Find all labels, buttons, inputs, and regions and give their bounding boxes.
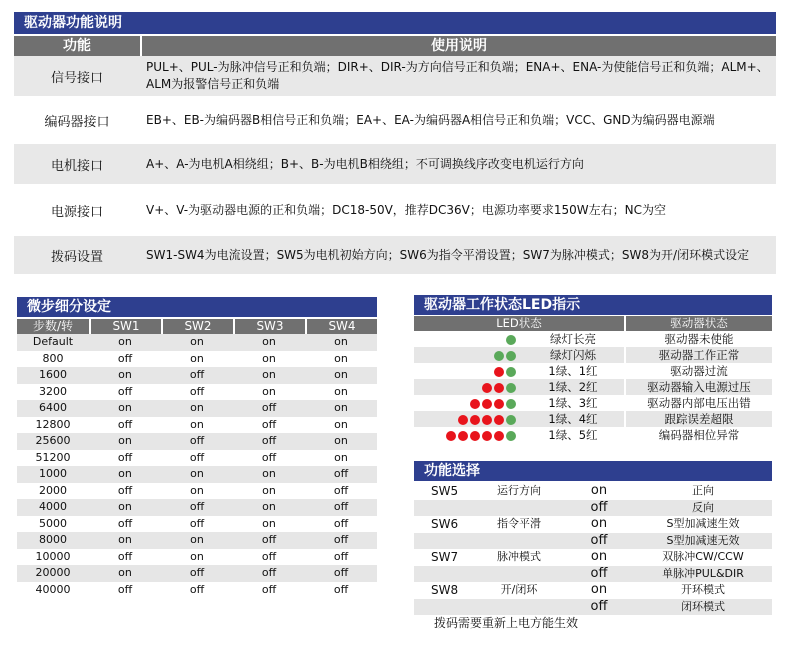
switch-cell: on bbox=[334, 417, 348, 431]
led-description: 绿灯闪烁 bbox=[522, 347, 626, 363]
switch-cell: off bbox=[261, 434, 277, 447]
row-description: EB+、EB-为编码器B相信号正和负端；EA+、EA-为编码器A相信号正和负端；VCC、GND为编码器电源端 bbox=[146, 112, 715, 127]
table-row-encoder bbox=[14, 96, 776, 144]
table-row bbox=[17, 400, 377, 417]
steps-cell: 6400 bbox=[39, 401, 67, 414]
switch-cell: on bbox=[118, 566, 132, 579]
red-led-icon bbox=[494, 399, 504, 409]
switch-cell: off bbox=[189, 582, 205, 596]
switch-value: off bbox=[590, 565, 608, 581]
red-led-icon bbox=[482, 415, 492, 425]
switch-cell: on bbox=[334, 335, 348, 348]
table-row bbox=[17, 516, 377, 533]
switch-cell: on bbox=[118, 500, 132, 513]
driver-function-title: 驱动器功能说明 bbox=[14, 12, 776, 34]
column-header-function: 功能 bbox=[14, 36, 142, 56]
switch-cell: off bbox=[117, 582, 133, 596]
switch-cell: off bbox=[117, 384, 133, 398]
switch-cell: off bbox=[189, 368, 205, 381]
red-led-icon bbox=[494, 367, 504, 377]
steps-cell: 10000 bbox=[35, 549, 71, 563]
table-row-signal bbox=[14, 56, 776, 96]
table-row bbox=[414, 379, 772, 395]
driver-state: 跟踪误差超限 bbox=[664, 412, 734, 426]
switch-cell: on bbox=[118, 401, 132, 414]
red-led-icon bbox=[470, 415, 480, 425]
row-function: 信号接口 bbox=[50, 70, 103, 86]
table-row bbox=[17, 532, 377, 549]
table-row bbox=[17, 466, 377, 483]
table-row bbox=[17, 384, 377, 401]
red-led-icon bbox=[470, 431, 480, 441]
steps-cell: 800 bbox=[42, 351, 64, 365]
row-function: 编码器接口 bbox=[44, 114, 110, 130]
switch-label: SW8 bbox=[431, 583, 459, 597]
table-header bbox=[17, 319, 377, 334]
function-select-table bbox=[414, 483, 772, 615]
row-function: 电源接口 bbox=[50, 204, 103, 220]
led-status-title: 驱动器工作状态LED指示 bbox=[414, 295, 772, 315]
driver-state: 驱动器工作正常 bbox=[658, 348, 740, 362]
row-function: 拨码设置 bbox=[50, 249, 103, 265]
table-row bbox=[414, 533, 772, 550]
function-name: 开/闭环 bbox=[500, 583, 538, 596]
switch-label bbox=[414, 566, 474, 583]
driver-state: 驱动器过流 bbox=[670, 364, 728, 378]
switch-value: on bbox=[590, 549, 608, 564]
switch-value: on bbox=[590, 483, 608, 498]
table-row bbox=[17, 565, 377, 582]
switch-cell: off bbox=[333, 500, 349, 513]
steps-cell: 51200 bbox=[35, 450, 71, 464]
green-led-icon bbox=[506, 431, 516, 441]
switch-cell: off bbox=[189, 500, 205, 513]
switch-cell: on bbox=[262, 335, 276, 348]
red-led-icon bbox=[482, 399, 492, 409]
column-header-led: LED状态 bbox=[414, 316, 626, 331]
column-header-sw4: SW4 bbox=[328, 319, 356, 333]
table-row bbox=[17, 483, 377, 500]
switch-label: SW7 bbox=[431, 550, 459, 564]
switch-label bbox=[414, 500, 474, 517]
table-row bbox=[414, 516, 772, 533]
red-led-icon bbox=[494, 415, 504, 425]
switch-cell: off bbox=[117, 516, 133, 530]
led-dots bbox=[414, 395, 522, 411]
led-description: 1绿、2红 bbox=[522, 379, 626, 395]
switch-value: on bbox=[590, 516, 608, 531]
switch-cell: off bbox=[117, 450, 133, 464]
switch-cell: on bbox=[190, 533, 204, 546]
table-row bbox=[17, 351, 377, 368]
switch-cell: off bbox=[189, 434, 205, 447]
switch-cell: off bbox=[333, 483, 349, 497]
switch-label: SW5 bbox=[431, 484, 459, 498]
switch-cell: on bbox=[334, 401, 348, 414]
switch-cell: on bbox=[262, 384, 276, 398]
steps-cell: 3200 bbox=[39, 384, 67, 398]
column-header-steps: 步数/转 bbox=[17, 319, 91, 334]
function-name: 运行方向 bbox=[497, 484, 541, 497]
red-led-icon bbox=[458, 431, 468, 441]
function-description: 开环模式 bbox=[681, 583, 725, 596]
green-led-icon bbox=[506, 351, 516, 361]
red-led-icon bbox=[482, 383, 492, 393]
table-row-motor bbox=[14, 144, 776, 184]
table-row bbox=[414, 566, 772, 583]
switch-cell: off bbox=[189, 566, 205, 579]
steps-cell: 20000 bbox=[35, 566, 71, 579]
switch-cell: off bbox=[261, 450, 277, 464]
switch-cell: off bbox=[261, 566, 277, 579]
led-status-table bbox=[414, 316, 772, 443]
driver-function-table bbox=[14, 36, 776, 274]
function-description: 双脉冲CW/CCW bbox=[662, 550, 744, 563]
row-description: SW1-SW4为电流设置；SW5为电机初始方向；SW6为指令平滑设置；SW7为脉冲模式；SW8为开/闭环模式设定 bbox=[146, 247, 750, 262]
column-header-state: 驱动器状态 bbox=[670, 316, 728, 330]
switch-label bbox=[414, 533, 474, 550]
switch-cell: off bbox=[261, 401, 277, 414]
function-description: 单脉冲PUL&DIR bbox=[662, 566, 744, 580]
column-header-sw2: SW2 bbox=[163, 319, 235, 334]
steps-cell: Default bbox=[32, 335, 74, 348]
led-dots bbox=[414, 427, 522, 443]
table-row bbox=[414, 500, 772, 517]
red-led-icon bbox=[458, 415, 468, 425]
led-description: 1绿、1红 bbox=[522, 363, 626, 379]
led-dots bbox=[414, 411, 522, 427]
microstep-table bbox=[17, 319, 377, 598]
column-header-sw3: SW3 bbox=[235, 319, 307, 334]
steps-cell: 5000 bbox=[39, 516, 67, 530]
switch-cell: off bbox=[189, 516, 205, 530]
function-name bbox=[474, 500, 564, 517]
steps-cell: 1600 bbox=[39, 368, 67, 381]
switch-cell: on bbox=[262, 351, 276, 365]
led-description: 1绿、5红 bbox=[522, 427, 626, 443]
green-led-icon bbox=[506, 415, 516, 425]
switch-cell: on bbox=[334, 351, 348, 365]
switch-cell: on bbox=[262, 467, 276, 480]
table-row bbox=[17, 499, 377, 516]
switch-cell: off bbox=[333, 516, 349, 530]
function-name: 指令平滑 bbox=[497, 517, 541, 530]
table-row bbox=[17, 582, 377, 599]
column-header-usage: 使用说明 bbox=[431, 38, 487, 54]
driver-state: 驱动器内部电压出错 bbox=[647, 396, 751, 410]
switch-cell: on bbox=[190, 549, 204, 563]
table-row bbox=[17, 334, 377, 351]
green-led-icon bbox=[506, 383, 516, 393]
driver-state: 编码器相位异常 bbox=[658, 428, 740, 442]
table-row bbox=[414, 483, 772, 500]
table-row bbox=[414, 411, 772, 427]
table-row bbox=[17, 433, 377, 450]
table-header bbox=[14, 36, 776, 56]
switch-cell: on bbox=[262, 483, 276, 497]
steps-cell: 4000 bbox=[39, 500, 67, 513]
led-dots bbox=[414, 331, 522, 347]
function-name bbox=[474, 599, 564, 616]
switch-cell: on bbox=[190, 483, 204, 497]
switch-cell: on bbox=[118, 335, 132, 348]
switch-cell: on bbox=[334, 450, 348, 464]
switch-cell: on bbox=[190, 417, 204, 431]
switch-cell: on bbox=[190, 401, 204, 414]
green-led-icon bbox=[506, 335, 516, 345]
table-row bbox=[17, 450, 377, 467]
switch-cell: off bbox=[261, 417, 277, 431]
microstep-title: 微步细分设定 bbox=[17, 297, 377, 317]
steps-cell: 1000 bbox=[39, 467, 67, 480]
led-description: 1绿、3红 bbox=[522, 395, 626, 411]
switch-cell: off bbox=[333, 566, 349, 579]
steps-cell: 2000 bbox=[39, 483, 67, 497]
switch-label bbox=[414, 599, 474, 616]
row-description: V+、V-为驱动器电源的正和负端；DC18-50V，推荐DC36V；电源功率要求150W左右；NC为空 bbox=[146, 202, 667, 217]
switch-cell: off bbox=[117, 417, 133, 431]
switch-cell: off bbox=[117, 549, 133, 563]
switch-cell: off bbox=[261, 549, 277, 563]
table-row bbox=[17, 549, 377, 566]
switch-cell: on bbox=[334, 384, 348, 398]
switch-cell: on bbox=[334, 368, 348, 381]
switch-label: SW6 bbox=[431, 517, 459, 531]
switch-cell: on bbox=[334, 434, 348, 447]
red-led-icon bbox=[470, 399, 480, 409]
switch-cell: off bbox=[261, 533, 277, 546]
switch-cell: on bbox=[118, 467, 132, 480]
column-header-sw1: SW1 bbox=[91, 319, 163, 334]
switch-cell: off bbox=[333, 549, 349, 563]
table-row-dip bbox=[14, 236, 776, 274]
red-led-icon bbox=[446, 431, 456, 441]
function-select-title: 功能选择 bbox=[414, 461, 772, 481]
steps-cell: 8000 bbox=[39, 533, 67, 546]
function-name: 脉冲模式 bbox=[497, 550, 541, 563]
switch-value: off bbox=[590, 598, 608, 614]
row-function: 电机接口 bbox=[50, 158, 103, 174]
switch-cell: off bbox=[189, 450, 205, 464]
steps-cell: 40000 bbox=[35, 582, 71, 596]
green-led-icon bbox=[494, 351, 504, 361]
switch-cell: off bbox=[333, 533, 349, 546]
switch-cell: on bbox=[262, 516, 276, 530]
function-name bbox=[474, 566, 564, 583]
switch-cell: off bbox=[117, 351, 133, 365]
switch-cell: on bbox=[118, 434, 132, 447]
switch-cell: on bbox=[262, 368, 276, 381]
table-row bbox=[414, 363, 772, 379]
led-description: 1绿、4红 bbox=[522, 411, 626, 427]
switch-cell: on bbox=[190, 467, 204, 480]
table-row-power bbox=[14, 184, 776, 236]
red-led-icon bbox=[482, 431, 492, 441]
table-row bbox=[414, 549, 772, 566]
switch-cell: off bbox=[261, 582, 277, 596]
table-row bbox=[17, 367, 377, 384]
power-cycle-note: 拨码需要重新上电方能生效 bbox=[434, 616, 579, 630]
switch-cell: off bbox=[333, 582, 349, 596]
function-description: 正向 bbox=[692, 484, 714, 497]
table-header bbox=[414, 316, 772, 331]
row-description: PUL+、PUL-为脉冲信号正和负端；DIR+、DIR-为方向信号正和负端；ENA+、ENA-为使能信号正和负端；ALM+、ALM为报警信号正和负端 bbox=[146, 60, 769, 91]
switch-value: on bbox=[590, 582, 608, 597]
switch-cell: on bbox=[262, 500, 276, 513]
table-row bbox=[17, 417, 377, 434]
function-description: 反向 bbox=[692, 500, 714, 514]
red-led-icon bbox=[494, 383, 504, 393]
function-name bbox=[474, 533, 564, 550]
table-row bbox=[414, 395, 772, 411]
function-description: S型加减速生效 bbox=[666, 517, 740, 530]
led-description: 绿灯长亮 bbox=[522, 331, 626, 347]
function-description: S型加减速无效 bbox=[666, 533, 740, 547]
switch-cell: on bbox=[190, 351, 204, 365]
green-led-icon bbox=[506, 399, 516, 409]
switch-cell: on bbox=[190, 335, 204, 348]
driver-state: 驱动器未使能 bbox=[664, 332, 734, 346]
switch-cell: on bbox=[118, 533, 132, 546]
red-led-icon bbox=[494, 431, 504, 441]
table-row bbox=[414, 582, 772, 599]
switch-cell: off bbox=[333, 467, 349, 480]
switch-cell: off bbox=[189, 384, 205, 398]
switch-cell: on bbox=[118, 368, 132, 381]
steps-cell: 12800 bbox=[35, 417, 71, 431]
led-dots bbox=[414, 347, 522, 363]
table-row bbox=[414, 599, 772, 616]
row-description: A+、A-为电机A相绕组；B+、B-为电机B相绕组；不可调换线序改变电机运行方向 bbox=[146, 156, 584, 171]
table-row bbox=[414, 347, 772, 363]
green-led-icon bbox=[506, 367, 516, 377]
function-description: 闭环模式 bbox=[681, 599, 725, 613]
switch-cell: off bbox=[117, 483, 133, 497]
led-dots bbox=[414, 379, 522, 395]
driver-state: 驱动器输入电源过压 bbox=[647, 380, 751, 394]
led-dots bbox=[414, 363, 522, 379]
switch-value: off bbox=[590, 532, 608, 548]
switch-value: off bbox=[590, 499, 608, 515]
table-row bbox=[414, 427, 772, 443]
table-row bbox=[414, 331, 772, 347]
steps-cell: 25600 bbox=[35, 434, 71, 447]
